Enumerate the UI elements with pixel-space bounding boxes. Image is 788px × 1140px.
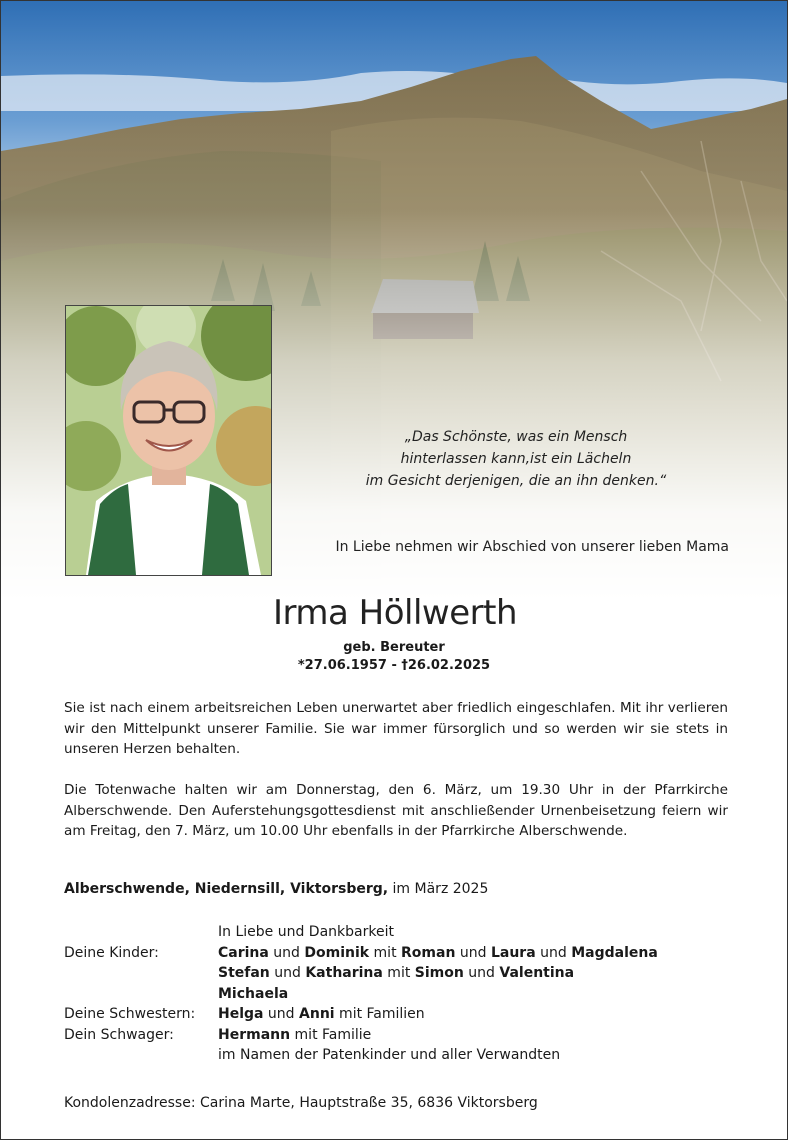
brother-in-law-label: Dein Schwager:: [64, 1026, 174, 1043]
deceased-name-text: Irma Höllwerth: [272, 593, 517, 633]
person-name: Helga: [218, 1006, 264, 1022]
mourners-list: [64, 922, 658, 1066]
signature-intro: In Liebe und Dankbarkeit: [218, 924, 394, 940]
person-name: Stefan: [218, 965, 270, 981]
children-row: [64, 943, 658, 964]
funeral-details-paragraph: Die Totenwache halten wir am Donnerstag, den 6. März, um 19.30 Uhr in der Pfarrkirche Alberschwende. Den Auferstehungsgottesdienst mit anschließender Urnenbeisetzung feiern wir am Freitag, den 7. März, um 10.00 Uhr ebenfalls in der Pfarrkirche Alberschwende.: [64, 782, 728, 839]
life-dates: *27.06.1957 - †26.02.2025: [297, 658, 491, 673]
brother-in-law-row: [64, 1025, 658, 1046]
connector-text: und: [269, 965, 306, 981]
children-label: Deine Kinder:: [64, 944, 159, 961]
places: Alberschwende, Niedernsill, Viktorsberg,: [64, 881, 389, 897]
announcement-paragraph: Sie ist nach einem arbeitsreichen Leben unerwartet aber friedlich eingeschlafen. Mit ihr verlieren wir den Mittelpunkt unserer Familie. Sie war immer fürsorglich und so werden wir sie stets in unseren Herzen behalten.: [64, 700, 728, 757]
farewell-line: In Liebe nehmen wir Abschied von unserer lieben Mama: [335, 539, 729, 555]
sisters-row: [64, 1004, 658, 1025]
person-name: Roman: [401, 944, 456, 961]
sisters-label: Deine Schwestern:: [64, 1006, 196, 1022]
person-name: Magdalena: [571, 944, 658, 961]
children-line: [218, 963, 574, 984]
connector-text: mit: [382, 965, 415, 981]
birth-name: [1, 640, 787, 655]
signature-intro-row: [64, 922, 658, 943]
birth-name-text: geb. Bereuter: [343, 640, 445, 655]
connector-text: und: [535, 944, 572, 961]
deceased-name: [1, 593, 787, 633]
quote-line: „Das Schönste, was ein Mensch: [404, 429, 628, 445]
person-name: Katharina: [305, 965, 383, 981]
person-name: Laura: [490, 944, 536, 961]
month-year: im März 2025: [392, 881, 489, 897]
memorial-quote: [301, 426, 731, 492]
person-name: Dominik: [304, 944, 370, 961]
relatives-closing: im Namen der Patenkinder und aller Verwandten: [218, 1047, 561, 1063]
condolence-address: Kondolenzadresse: Carina Marte, Hauptstraße 35, 6836 Viktorsberg: [64, 1095, 538, 1111]
person-name: Anni: [299, 1006, 335, 1022]
person-name: Hermann: [218, 1026, 291, 1043]
children-line: [218, 943, 658, 964]
brother-in-law-line: [218, 1025, 371, 1046]
quote-line: im Gesicht derjenigen, die an ihn denken.“: [365, 473, 667, 489]
place-and-date: [64, 881, 488, 897]
person-name: Carina: [218, 944, 269, 961]
connector-text: und: [263, 1006, 300, 1022]
connector-text: und: [463, 965, 500, 981]
connector-text: mit Familie: [290, 1026, 372, 1043]
connector-text: mit: [369, 944, 402, 961]
connector-text: und: [268, 944, 305, 961]
person-name: Michaela: [218, 985, 289, 1002]
closing-row: [64, 1045, 658, 1066]
children-row: [64, 984, 658, 1005]
person-name: Simon: [414, 965, 464, 981]
children-row: [64, 963, 658, 984]
connector-text: und: [455, 944, 491, 961]
sisters-line: [218, 1004, 425, 1025]
portrait-photo: [65, 305, 272, 576]
children-line: [218, 984, 288, 1005]
person-name: Valentina: [499, 965, 575, 981]
quote-line: hinterlassen kann,ist ein Lächeln: [400, 451, 632, 467]
connector-text: mit Familien: [334, 1006, 425, 1022]
